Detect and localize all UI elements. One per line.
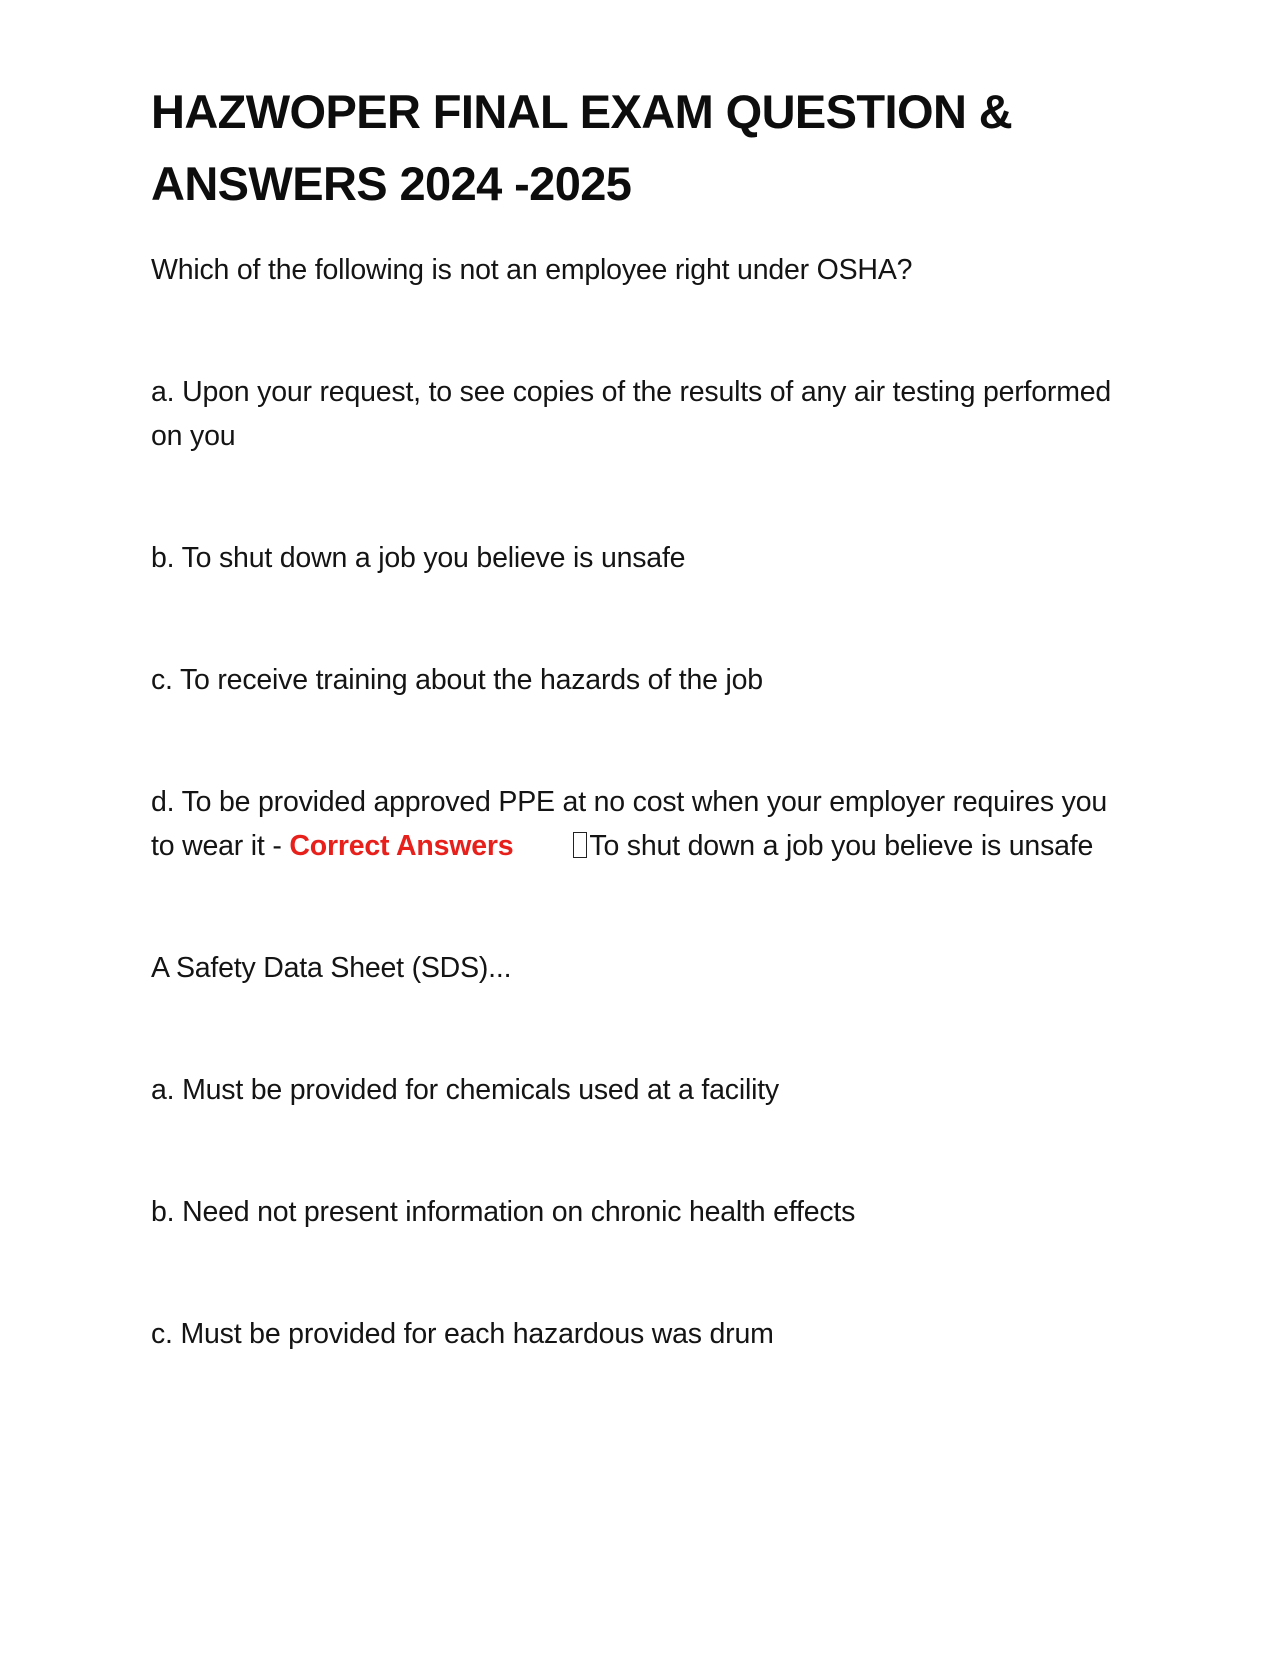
correct-answers-label: Correct Answers — [289, 830, 514, 862]
question-1-option-b: b. To shut down a job you believe is unsafe — [151, 542, 686, 574]
missing-glyph-icon — [573, 832, 587, 858]
question-1-option-a: a. Upon your request, to see copies of the results of any air testing performed on you — [151, 376, 1112, 452]
question-2-option-a: a. Must be provided for chemicals used at a facility — [151, 1074, 779, 1106]
question-1-prompt: Which of the following is not an employee right under OSHA? — [151, 254, 913, 286]
question-2-option-b: b. Need not present information on chronic health effects — [151, 1196, 856, 1228]
question-1-option-d — [151, 780, 1131, 868]
document-page — [151, 76, 1131, 1356]
question-1-option-c: c. To receive training about the hazards of the job — [151, 664, 763, 696]
question-1-option-d-text: d. To be provided approved PPE at no cost when your employer requires you to wear it - — [151, 786, 1108, 862]
question-2-option-c: c. Must be provided for each hazardous was drum — [151, 1318, 774, 1350]
document-title: HAZWOPER FINAL EXAM QUESTION & ANSWERS 2024 -2025 — [151, 85, 1013, 210]
question-1-answer: To shut down a job you believe is unsafe — [589, 830, 1094, 862]
question-2-prompt: A Safety Data Sheet (SDS)... — [151, 952, 512, 984]
